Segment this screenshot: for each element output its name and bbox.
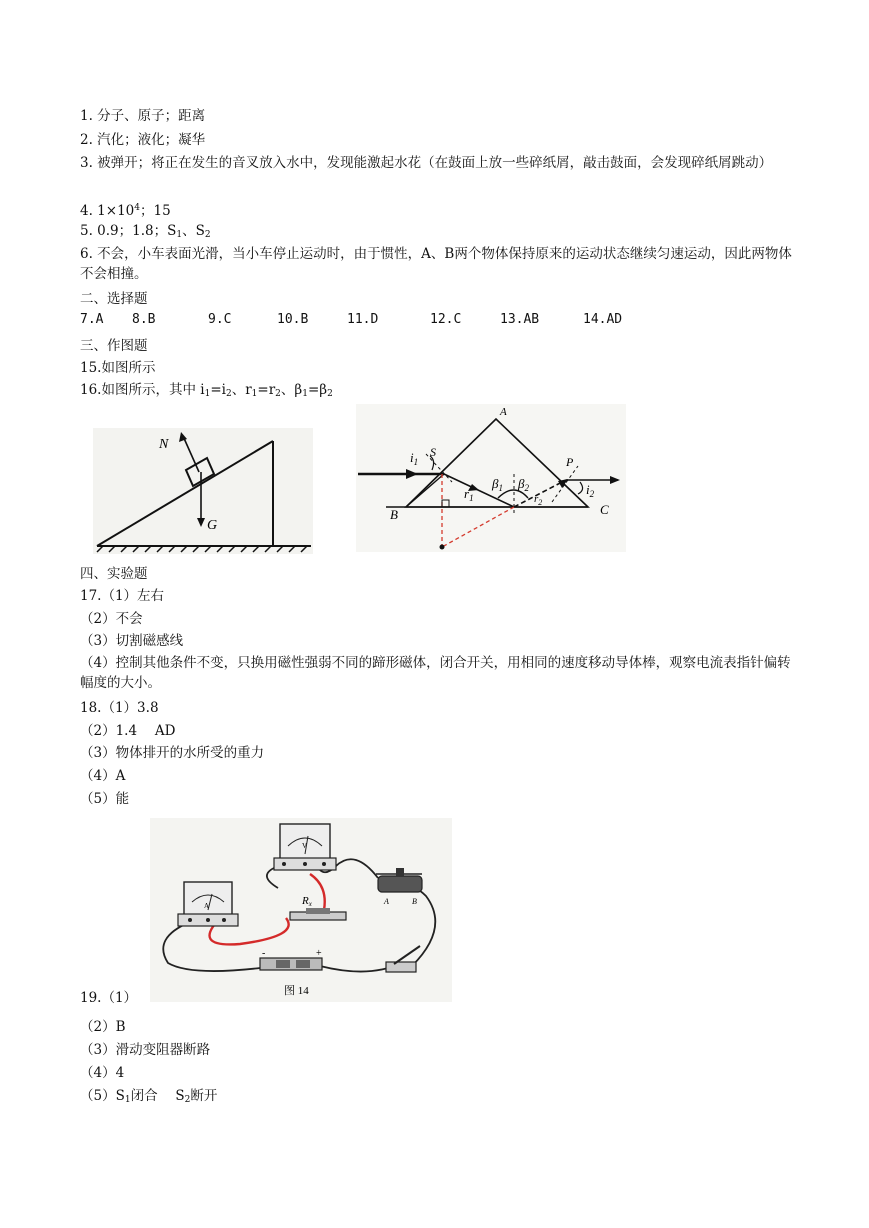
choice-7: 7.A <box>80 312 104 327</box>
question-16: 16.如图所示，其中 $i_1=i_2$、$r_1=r_2$、$\beta_1=\beta_2$ <box>80 382 333 399</box>
ammeter-label: A <box>204 902 210 910</box>
label-g: G <box>207 518 218 533</box>
q17-part2: （2）不会 <box>80 611 143 627</box>
battery-minus: - <box>262 948 266 959</box>
question-15: 15.如图所示 <box>80 360 156 376</box>
figure-16-prism <box>356 404 626 552</box>
label-beta1: $\beta_1$ <box>492 476 503 493</box>
label-a: A <box>500 406 507 418</box>
answer-4: 4. $1\times 10^4$；15 <box>80 203 171 219</box>
battery-plus: + <box>316 948 322 959</box>
choice-11: 11.D <box>347 312 379 327</box>
section-2-title: 二、选择题 <box>80 291 148 307</box>
answer-6: 6. 不会，小车表面光滑，当小车停止运动时，由于惯性，A、B两个物体保持原来的运动状态继续匀速运动，因此两物体不会相撞。 <box>80 246 792 282</box>
q19-part5: $(5)S_1$闭合 $S_2$断开 <box>80 1088 218 1105</box>
choice-10: 10.B <box>277 312 309 327</box>
label-p: P <box>566 455 574 469</box>
q18-part5: （5）能 <box>80 791 130 807</box>
ammeter <box>178 882 238 926</box>
q18-part3: （3）物体排开的水所受的重力 <box>80 745 265 761</box>
figure-14-caption: 图 14 <box>284 985 309 997</box>
choice-13: 13.AB <box>500 312 540 327</box>
label-c: C <box>600 502 609 517</box>
label-i1: $i_1$ <box>410 450 419 467</box>
label-b: B <box>390 507 398 522</box>
figure-14-circuit <box>150 818 452 1002</box>
label-r2: $r_2$ <box>534 493 543 507</box>
choice-12: 12.C <box>430 312 462 327</box>
answer-1: 1. 分子、原子；距离 <box>80 108 206 124</box>
answer-5: 5. 0.9；1.8；$S_1$、$S_2$ <box>80 223 211 240</box>
section-4-title: 四、实验题 <box>80 566 148 582</box>
answer-2: 2. 汽化；液化；凝华 <box>80 132 206 148</box>
rx-label: Rx <box>302 895 312 908</box>
rheostat-a-label: A <box>384 897 389 906</box>
choice-9: 9.C <box>208 312 232 327</box>
choice-8: 8.B <box>132 312 156 327</box>
label-i2: $i_2$ <box>586 482 595 499</box>
q18-part2: （2）1.4 AD <box>80 723 176 739</box>
q17-part3: （3）切割磁感线 <box>80 633 184 649</box>
answer-3: 3. 被弹开；将正在发生的音叉放入水中，发现能激起水花（在鼓面上放一些碎纸屑，敲击鼓面，会发现碎纸屑跳动） <box>80 155 773 171</box>
label-s: S <box>430 445 436 459</box>
q17-part1: 17.（1）左右 <box>80 588 165 604</box>
q19-part3: （3）滑动变阻器断路 <box>80 1042 211 1058</box>
label-beta2: $\beta_2$ <box>518 476 529 493</box>
voltmeter-label: V <box>302 842 308 850</box>
q19-part1: 19.（1） <box>80 990 138 1006</box>
q18-part1: 18.（1）3.8 <box>80 700 159 716</box>
label-r1: $r_1$ <box>464 486 474 503</box>
q19-part2: （2）B <box>80 1019 126 1035</box>
q19-part4: （4）4 <box>80 1065 125 1081</box>
q17-part4: （4）控制其他条件不变，只换用磁性强弱不同的蹄形磁体，闭合开关，用相同的速度移动导体棒，观察电流表指针偏转幅度的大小。 <box>80 655 791 691</box>
choice-14: 14.AD <box>583 312 623 327</box>
q18-part4: （4）A <box>80 768 126 784</box>
image-point <box>440 545 445 550</box>
rheostat-b-label: B <box>412 897 417 906</box>
label-n: N <box>159 437 169 452</box>
section-3-title: 三、作图题 <box>80 338 148 354</box>
voltmeter <box>274 824 336 870</box>
figure-15-incline <box>93 428 313 554</box>
